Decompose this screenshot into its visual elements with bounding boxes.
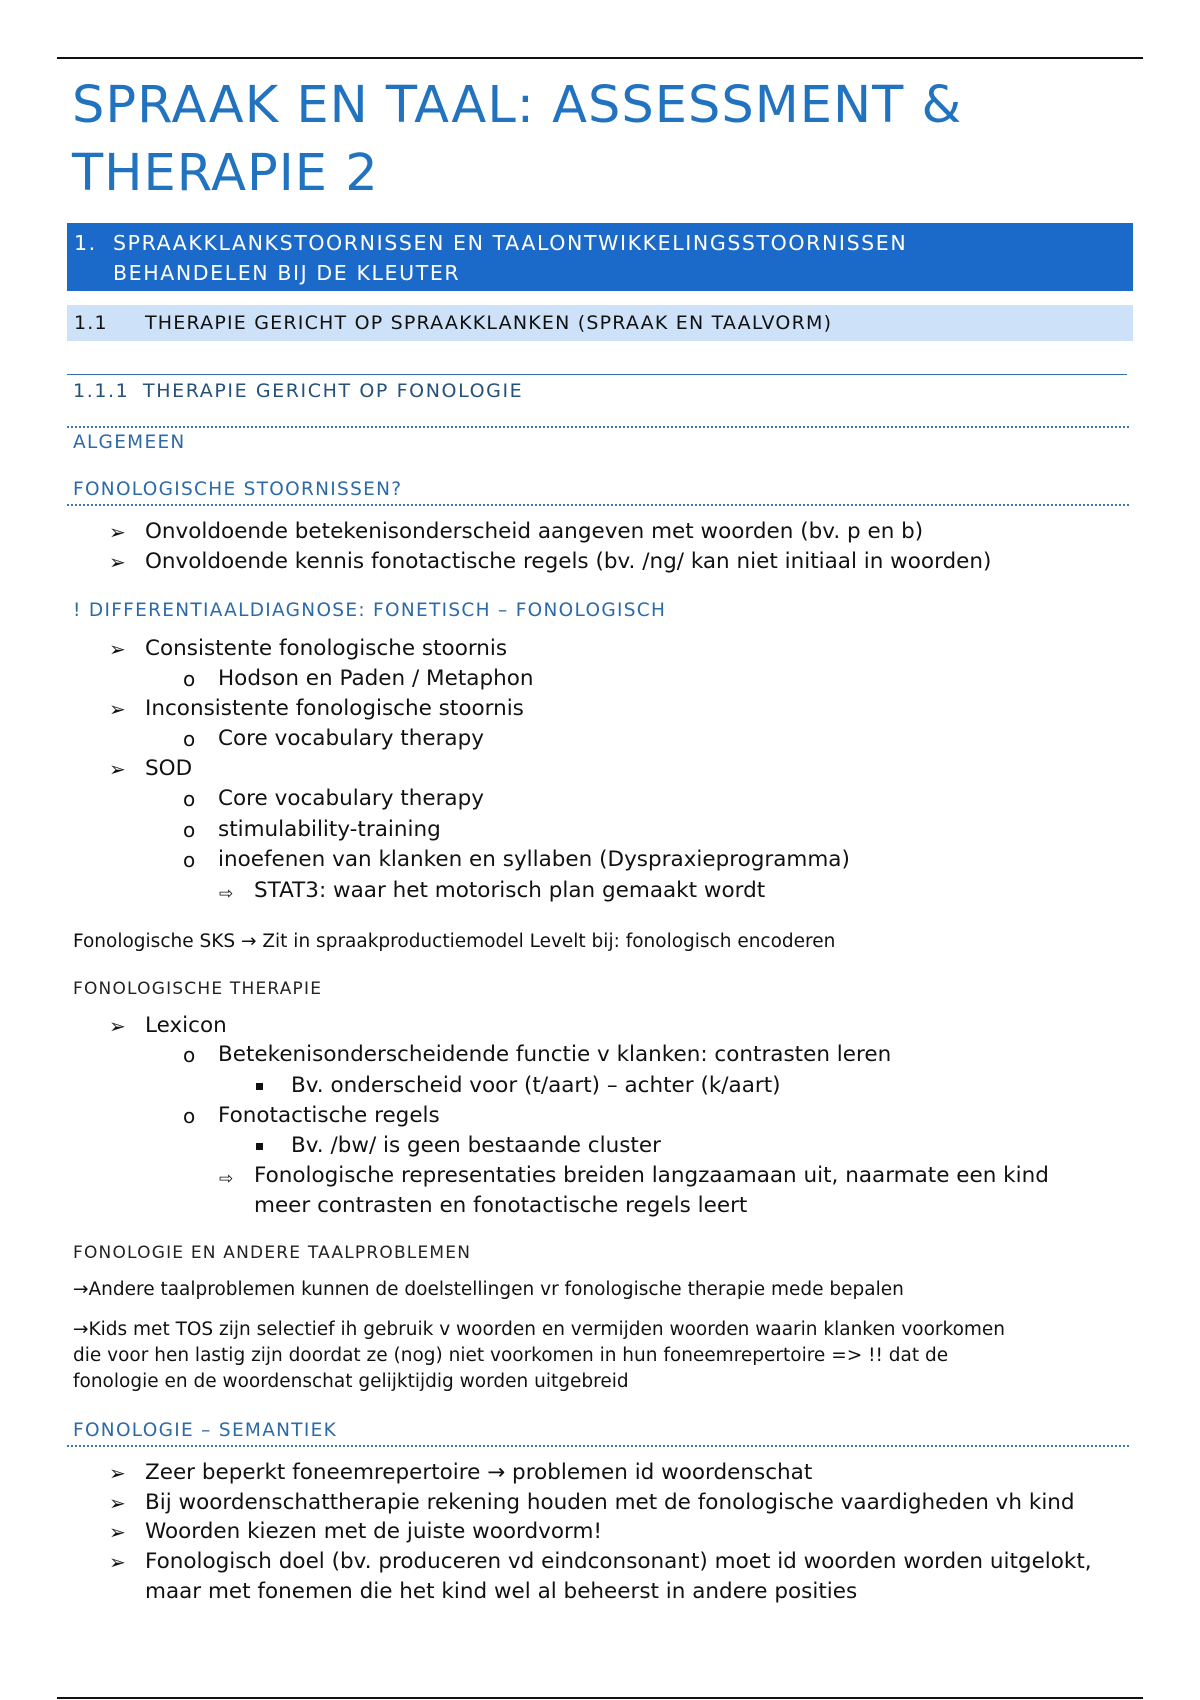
list-item-continuation: maar met fonemen die het kind wel al beheerst in andere posities [145,1579,858,1604]
circle-bullet-icon: o [183,1043,196,1067]
heading-andere-taalproblemen: FONOLOGIE EN ANDERE TAALPROBLEMEN [73,1243,472,1263]
heading-fonologische-stoornissen: FONOLOGISCHE STOORNISSEN? [73,479,403,500]
paragraph-1: →Andere taalproblemen kunnen de doelstellingen vr fonologische therapie mede bepalen [73,1279,904,1300]
circle-bullet-icon: o [183,818,196,842]
heading-1-line-1: SPRAAKKLANKSTOORNISSEN EN TAALONTWIKKELINGSSTOORNISSEN [113,231,908,255]
list-item: Inconsistente fonologische stoornis [145,696,524,721]
heading-1-text [113,228,1113,288]
dotted-rule-3 [67,1445,1129,1447]
list-item: Onvoldoende kennis fonotactische regels (bv. /ng/ kan niet initiaal in woorden) [145,549,992,574]
heading-3-text: THERAPIE GERICHT OP FONOLOGIE [143,380,524,402]
outline-arrow-bullet-icon: ⇨ [219,1169,234,1189]
heading-3-number: 1.1.1 [73,380,130,402]
arrowhead-bullet-icon: ➢ [109,1491,126,1515]
levelt-paragraph: Fonologische SKS → Zit in spraakproductiemodel Levelt bij: fonologisch encoderen [73,931,836,952]
circle-bullet-icon: o [183,667,196,691]
circle-bullet-icon: o [183,727,196,751]
heading-2-number: 1.1 [74,312,108,334]
heading-3 [73,377,523,405]
arrowhead-bullet-icon: ➢ [109,1461,126,1485]
heading-2-text: THERAPIE GERICHT OP SPRAAKKLANKEN (SPRAAK EN TAALVORM) [145,312,833,334]
paragraph-2-line-2: die voor hen lastig zijn doordat ze (nog) niet voorkomen in hun foneemrepertoire => !! dat de [73,1345,949,1366]
heading-algemeen: ALGEMEEN [73,432,186,453]
list-item: Hodson en Paden / Metaphon [218,666,534,691]
arrowhead-bullet-icon: ➢ [109,1550,126,1574]
list-item: Betekenisonderscheidende functie v klanken: contrasten leren [218,1042,892,1067]
dotted-rule-2 [67,504,1129,506]
arrowhead-bullet-icon: ➢ [109,757,126,781]
arrowhead-bullet-icon: ➢ [109,1520,126,1544]
arrowhead-bullet-icon: ➢ [109,637,126,661]
arrowhead-bullet-icon: ➢ [109,520,126,544]
square-bullet-icon [256,1083,263,1090]
list-item: Fonotactische regels [218,1103,440,1128]
list-item: Zeer beperkt foneemrepertoire → problemen id woordenschat [145,1460,813,1485]
heading-1-number: 1. [74,231,97,255]
arrowhead-bullet-icon: ➢ [109,697,126,721]
top-rule [57,57,1143,59]
title-line-2: THERAPIE 2 [72,144,379,203]
arrowhead-bullet-icon: ➢ [109,550,126,574]
list-item: stimulability-training [218,817,441,842]
list-item: SOD [145,756,193,781]
list-item: STAT3: waar het motorisch plan gemaakt wordt [254,878,766,903]
list-item: Onvoldoende betekenisonderscheid aangeven met woorden (bv. p en b) [145,519,924,544]
arrowhead-bullet-icon: ➢ [109,1014,126,1038]
title-line-1: SPRAAK EN TAAL: ASSESSMENT & [72,76,963,135]
bottom-rule [57,1697,1143,1699]
circle-bullet-icon: o [183,848,196,872]
list-item: Core vocabulary therapy [218,786,484,811]
list-item: Bv. /bw/ is geen bestaande cluster [291,1133,661,1158]
heading-1-line-2: BEHANDELEN BIJ DE KLEUTER [113,261,461,285]
heading-2 [67,305,1133,341]
paragraph-2-line-3: fonologie en de woordenschat gelijktijdig worden uitgebreid [73,1371,629,1392]
list-item-continuation: meer contrasten en fonotactische regels leert [254,1193,748,1218]
paragraph-2-line-1: →Kids met TOS zijn selectief ih gebruik v woorden en vermijden woorden waarin klanken voorkomen [73,1319,1006,1340]
outline-arrow-bullet-icon: ⇨ [219,884,234,904]
list-item: Woorden kiezen met de juiste woordvorm! [145,1519,603,1544]
heading-differentiaaldiagnose: ! DIFFERENTIAALDIAGNOSE: FONETISCH – FONOLOGISCH [73,600,667,621]
document-title [72,72,1132,208]
heading-fonologische-therapie: FONOLOGISCHE THERAPIE [73,979,323,999]
list-item: Lexicon [145,1013,227,1038]
heading-3-rule [67,374,1127,375]
list-item: Fonologische representaties breiden langzaamaan uit, naarmate een kind [254,1163,1049,1188]
square-bullet-icon [256,1143,263,1150]
list-item: Core vocabulary therapy [218,726,484,751]
list-item: inoefenen van klanken en syllaben (Dyspraxieprogramma) [218,847,850,872]
list-item: Consistente fonologische stoornis [145,636,508,661]
list-item: Fonologisch doel (bv. produceren vd eindconsonant) moet id woorden worden uitgelokt, [145,1549,1092,1574]
heading-1 [67,223,1133,291]
dotted-rule-1 [67,426,1129,428]
list-item: Bij woordenschattherapie rekening houden met de fonologische vaardigheden vh kind [145,1490,1075,1515]
circle-bullet-icon: o [183,1104,196,1128]
list-item: Bv. onderscheid voor (t/aart) – achter (k/aart) [291,1073,781,1098]
circle-bullet-icon: o [183,787,196,811]
heading-semantiek: FONOLOGIE – SEMANTIEK [73,1420,338,1441]
